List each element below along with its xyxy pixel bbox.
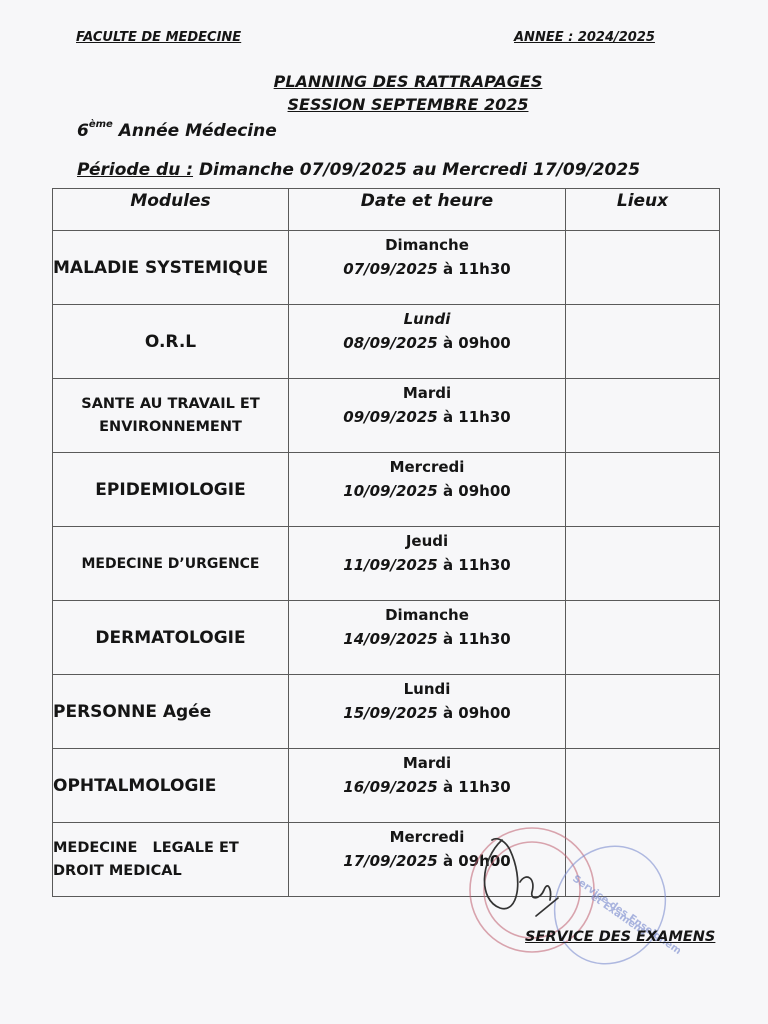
exam-time: à 09h00 <box>437 334 511 352</box>
table-row <box>53 305 720 379</box>
exam-day: Lundi <box>403 310 451 328</box>
date-cell <box>289 453 566 527</box>
exam-time: à 11h30 <box>437 408 511 426</box>
table-header-row <box>53 189 720 231</box>
exam-date: 15/09/2025 <box>343 704 438 722</box>
module-cell: MALADIE SYSTEMIQUE <box>53 231 289 305</box>
exam-time: à 09h00 <box>437 482 511 500</box>
exam-time: à 11h30 <box>437 556 511 574</box>
period-label: Période du : <box>77 160 194 180</box>
exam-date: 11/09/2025 <box>343 556 438 574</box>
stamp-graphic <box>437 820 680 990</box>
exam-day: Lundi <box>403 680 451 698</box>
schedule-table <box>52 188 720 897</box>
service-signature-label: SERVICE DES EXAMENS <box>525 929 716 945</box>
document-title: PLANNING DES RATTRAPAGES <box>273 72 543 91</box>
exam-date: 07/09/2025 <box>343 260 438 278</box>
table-row <box>53 453 720 527</box>
exam-day: Mardi <box>402 754 452 772</box>
module-line-2: ENVIRONNEMENT <box>99 418 242 435</box>
exam-time: à 11h30 <box>437 778 511 796</box>
table-row <box>53 379 720 453</box>
stamp-text-1: Service des Enseignements <box>570 873 680 972</box>
document-subtitle: SESSION SEPTEMBRE 2025 <box>287 95 529 114</box>
table-row <box>53 749 720 823</box>
column-header-date: Date et heure <box>289 189 566 231</box>
date-cell <box>289 527 566 601</box>
module-cell: PERSONNE Agée <box>53 675 289 749</box>
exam-time: à 09h00 <box>437 852 511 870</box>
table-row <box>53 527 720 601</box>
module-cell: DERMATOLOGIE <box>53 601 289 675</box>
table-row <box>53 675 720 749</box>
exam-day: Mercredi <box>389 458 465 476</box>
exam-date: 09/09/2025 <box>343 408 438 426</box>
module-cell <box>53 823 289 897</box>
module-line-2: DROIT MEDICAL <box>53 862 182 879</box>
table-row <box>53 231 720 305</box>
table-row <box>53 601 720 675</box>
year-level <box>77 121 277 141</box>
module-cell: OPHTALMOLOGIE <box>53 749 289 823</box>
column-header-modules: Modules <box>53 189 289 231</box>
year-superscript: ème <box>88 119 113 131</box>
place-cell <box>566 379 720 453</box>
exam-day: Dimanche <box>385 606 469 624</box>
module-line-1: SANTE AU TRAVAIL ET <box>81 395 260 412</box>
date-cell <box>289 231 566 305</box>
exam-day: Dimanche <box>385 236 469 254</box>
year-number: 6 <box>77 121 89 141</box>
place-cell <box>566 675 720 749</box>
date-cell <box>289 749 566 823</box>
column-header-places: Lieux <box>566 189 720 231</box>
date-cell <box>289 379 566 453</box>
module-line-1: MEDECINE LEGALE ET <box>53 839 239 856</box>
signature-icon <box>484 839 558 916</box>
exam-day: Mardi <box>402 384 452 402</box>
module-cell: O.R.L <box>53 305 289 379</box>
exam-date: 16/09/2025 <box>343 778 438 796</box>
place-cell <box>566 749 720 823</box>
stamp-text-2: et Examens <box>588 891 649 938</box>
exam-time: à 11h30 <box>437 260 511 278</box>
place-cell <box>566 527 720 601</box>
place-cell <box>566 601 720 675</box>
exam-time: à 11h30 <box>437 630 511 648</box>
module-cell <box>53 379 289 453</box>
academic-year: ANNEE : 2024/2025 <box>514 30 655 45</box>
date-cell <box>289 675 566 749</box>
year-text: Année Médecine <box>112 121 277 141</box>
exam-day: Mercredi <box>389 828 465 846</box>
place-cell <box>566 305 720 379</box>
official-stamp <box>437 820 680 990</box>
date-cell <box>289 305 566 379</box>
exam-date: 10/09/2025 <box>343 482 438 500</box>
date-cell <box>289 601 566 675</box>
module-cell: EPIDEMIOLOGIE <box>53 453 289 527</box>
exam-date: 08/09/2025 <box>343 334 438 352</box>
faculty-name: FACULTE DE MEDECINE <box>76 30 242 45</box>
place-cell <box>566 453 720 527</box>
exam-date: 14/09/2025 <box>343 630 438 648</box>
exam-day: Jeudi <box>405 532 449 550</box>
exam-date: 17/09/2025 <box>343 852 438 870</box>
period-value: Dimanche 07/09/2025 au Mercredi 17/09/2025 <box>193 160 641 180</box>
exam-period <box>77 160 640 180</box>
exam-time: à 09h00 <box>437 704 511 722</box>
place-cell <box>566 231 720 305</box>
module-cell: MEDECINE D’URGENCE <box>53 527 289 601</box>
